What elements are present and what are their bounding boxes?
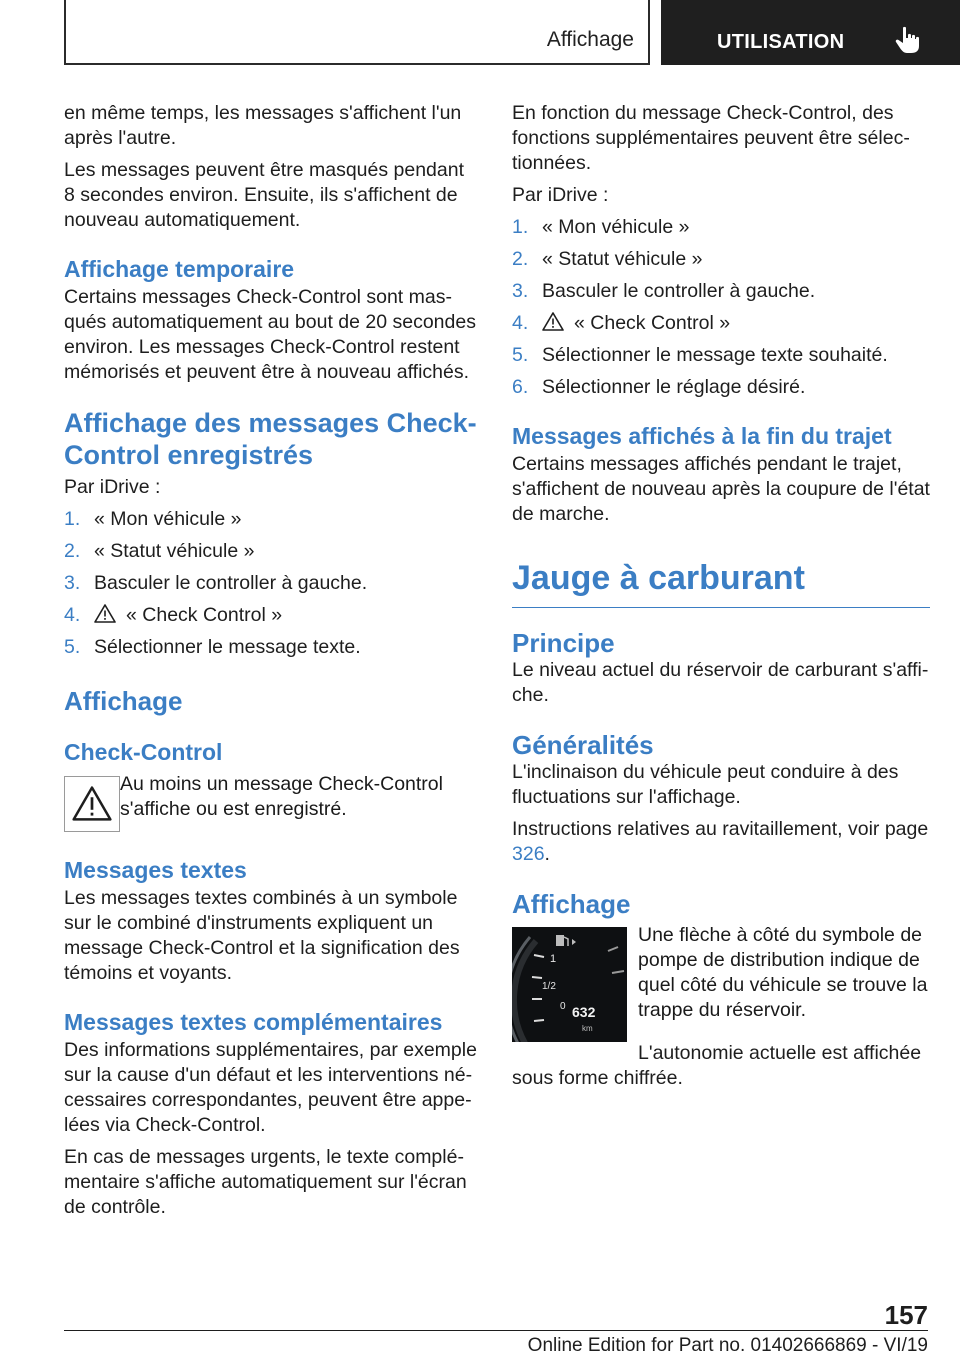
heading-fin-du-trajet: Messages affichés à la fin du trajet [512,423,892,449]
step-number: 1. [64,508,81,530]
list-item [512,375,930,400]
paragraph: Les messages textes combinés à un symbole sur le combiné d'instruments expliquent un message Check-Control et la signification des témoins et voyants. [64,887,460,984]
paragraph: Les messages peuvent être masqués pendant 8 secondes environ. Ensuite, ils s'affichent de nouveau automatiquement. [64,159,465,231]
warning-triangle-icon [94,604,116,623]
heading-affichage: Affichage [64,686,183,716]
paragraph: Certains messages affichés pendant le trajet, s'affichent de nouveau après la coupure de l'état de marche. [512,453,930,525]
instructions-text: Instructions relatives au ravitaillement, voir page [512,818,929,840]
list-item [64,603,478,628]
step-list [64,507,478,660]
section-title: Affichage [546,28,634,51]
right-column [512,101,930,1098]
list-item [512,279,930,304]
fuel-gauge-block [512,923,930,1043]
paragraph-instructions [512,817,930,867]
list-item [64,539,478,564]
step-text: « Statut véhicule » [94,540,255,562]
step-number: 1. [512,216,529,238]
step-number: 6. [512,376,529,398]
step-number: 5. [512,344,529,366]
pointing-hand-icon [895,26,921,54]
list-item [512,247,930,272]
heading-affichage-temporaire: Affichage temporaire [64,256,295,282]
page-link[interactable]: 326 [512,843,545,865]
step-number: 3. [64,572,81,594]
paragraph: Par iDrive : [512,184,609,206]
gauge-range-readout: 632 [572,1004,596,1020]
heading-check-control: Check-Control [64,739,223,765]
header-frame [64,0,650,65]
step-number: 5. [64,636,81,658]
heading-messages-enregistres: Affichage des messages Check-Control enregistrés [64,408,477,470]
chapter-tab [661,0,960,65]
list-item [64,571,478,596]
heading-principe: Principe [512,628,615,658]
list-item [64,507,478,532]
step-number: 3. [512,280,529,302]
heading-messages-complementaires: Messages textes complémentaires [64,1009,443,1035]
list-item [64,635,478,660]
warning-triangle-icon [64,776,120,832]
step-number: 4. [64,604,81,626]
step-text: Sélectionner le réglage désiré. [542,376,806,398]
list-item [512,311,930,336]
instructions-end: . [544,843,550,865]
step-text: Sélectionner le message texte souhaité. [542,344,888,366]
step-text: « Mon véhicule » [94,508,242,530]
fuel-gauge-description: Une flèche à côté du symbole de pompe de distribution indique de quel côté du véhicule se trouve la trappe du réservoir. [638,924,928,1021]
step-text: « Statut véhicule » [542,248,703,270]
footer-edition: Online Edition for Part no. 01402666869 - VI/19 [527,1335,928,1356]
paragraph: Certains messages Check-Control sont masqués automatiquement au bout de 20 secondes environ. Les messages Check-Control restent mémorisés et peuvent être à nouveau affichés. [64,286,476,383]
step-text: « Check Control » [126,604,283,626]
list-item [512,343,930,368]
step-text: Sélectionner le message texte. [94,636,361,658]
gauge-zero-label: 0 [560,1001,566,1012]
fuel-gauge-image [512,927,627,1042]
heading-messages-textes: Messages textes [64,857,247,883]
heading-jauge-carburant: Jauge à carburant [512,557,930,608]
step-number: 2. [64,540,81,562]
footer-divider [64,1330,928,1331]
paragraph: Des informations supplémentaires, par exemple sur la cause d'un défaut et les interventions nécessaires correspondantes, peuvent être appelées via Check-Control. [64,1039,477,1136]
paragraph: En cas de messages urgents, le texte complémentaire s'affiche automatiquement sur l'écran de contrôle. [64,1146,467,1218]
left-column [64,101,478,1227]
paragraph: L'autonomie actuelle est affichée sous forme chiffrée. [512,1042,922,1089]
step-number: 2. [512,248,529,270]
check-control-block [64,772,478,834]
step-number: 4. [512,312,529,334]
step-text: Basculer le controller à gauche. [94,572,368,594]
heading-generalites: Généralités [512,730,654,760]
paragraph: Par iDrive : [64,476,161,498]
paragraph: L'inclinaison du véhicule peut conduire à des fluctuations sur l'affichage. [512,761,899,808]
paragraph: En fonction du message Check-Control, des fonctions supplémentaires peuvent être sélectionnées. [512,102,910,174]
step-text: Basculer le controller à gauche. [542,280,816,302]
step-text: « Check Control » [574,312,731,334]
page-number: 157 [884,1300,928,1330]
warning-triangle-icon [542,312,564,331]
step-list [512,215,930,400]
check-control-text: Au moins un message Check-Control s'affiche ou est enregistré. [120,773,443,820]
gauge-range-unit: km [582,1024,593,1033]
gauge-half-label: 1/2 [542,981,556,992]
heading-affichage: Affichage [512,889,631,919]
paragraph: en même temps, les messages s'affichent l'un après l'autre. [64,102,462,149]
list-item [512,215,930,240]
fuel-gauge-graphic [512,927,627,1042]
gauge-one-label: 1 [550,953,557,965]
chapter-tab-label: UTILISATION [717,31,845,53]
step-text: « Mon véhicule » [542,216,690,238]
paragraph: Le niveau actuel du réservoir de carburant s'affiche. [512,659,929,706]
